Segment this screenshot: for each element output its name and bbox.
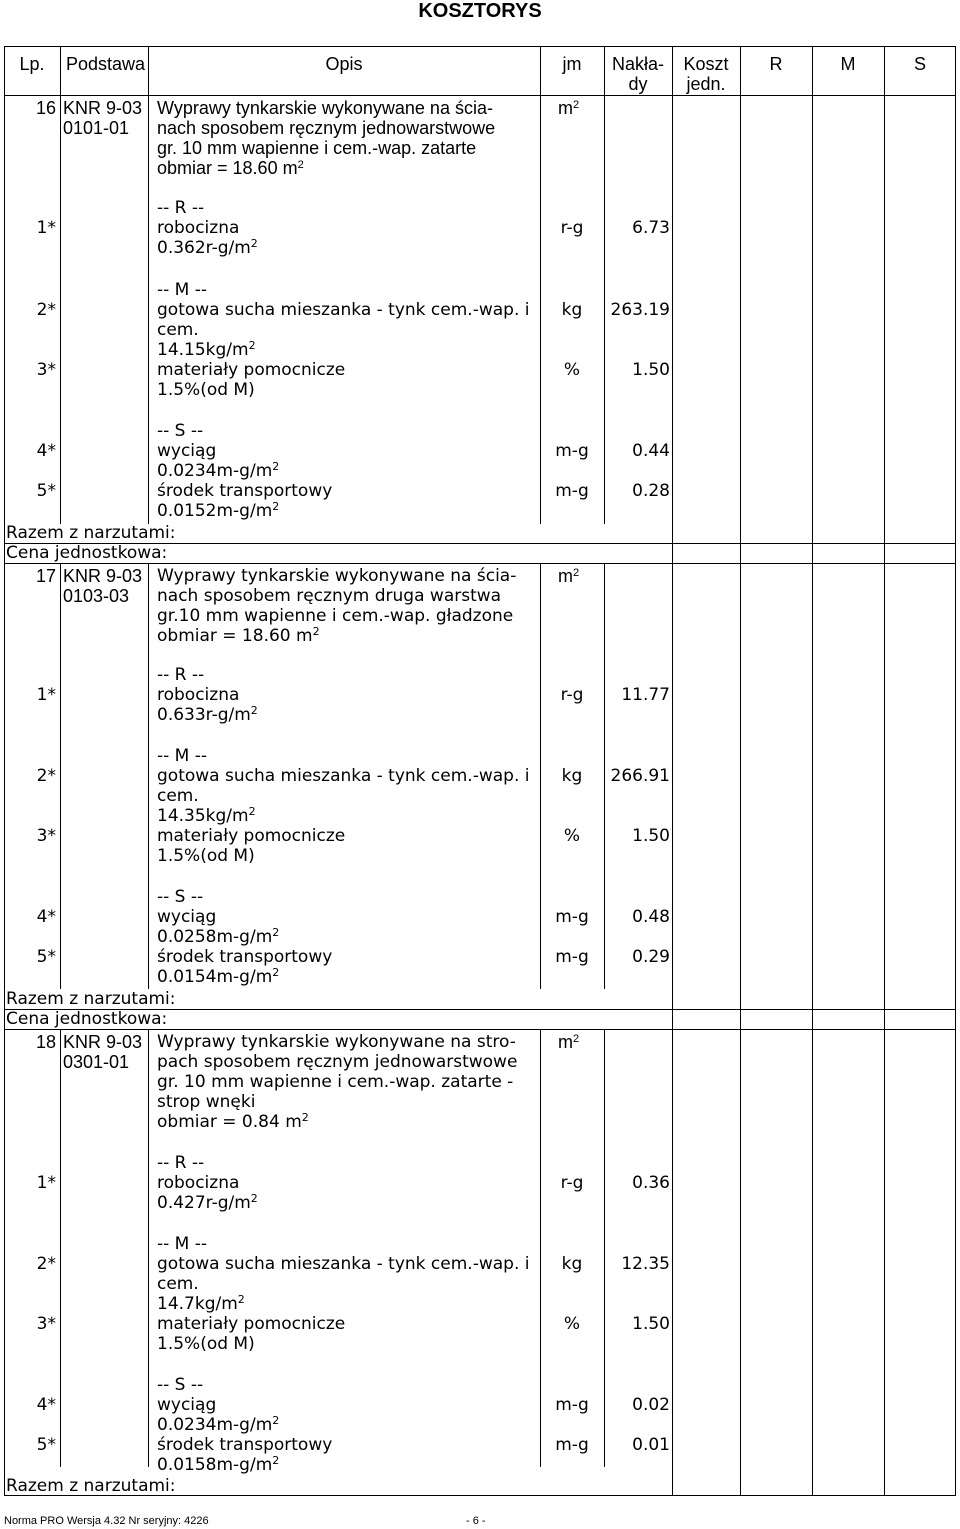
header-s: S — [913, 54, 926, 74]
equipment-section-label: -- S -- — [157, 421, 204, 441]
header-koszt-cont: jedn. — [686, 74, 726, 94]
header-rule — [4, 95, 956, 96]
resource-name: wyciąg — [157, 441, 217, 461]
page-number: - 6 - — [466, 1515, 486, 1527]
resource-name: gotowa sucha mieszanka - tynk cem.-wap. i — [157, 1254, 530, 1274]
header-naklady-cont: dy — [628, 74, 648, 94]
item-opis-line: nach sposobem ręcznym jednowarstwowe — [157, 118, 496, 138]
table-top-rule — [4, 46, 956, 47]
resource-name: wyciąg — [157, 907, 217, 927]
col-divider — [148, 563, 149, 989]
equipment-section-label: -- S -- — [157, 1375, 204, 1395]
item-opis-line: Wyprawy tynkarskie wykonywane na ścia- — [157, 98, 493, 118]
col-divider — [884, 563, 885, 1029]
labour-section-label: -- R -- — [157, 665, 205, 685]
item-obmiar: obmiar = 0.84 $m^2$ — [157, 1111, 309, 1132]
item-jm: $m^2$ — [558, 98, 580, 118]
resource-name: gotowa sucha mieszanka - tynk cem.-wap. i — [157, 766, 530, 786]
resource-jm: kg — [561, 1254, 583, 1274]
resource-jm: % — [563, 360, 581, 380]
item-podstawa-line: 0301-01 — [63, 1052, 130, 1072]
resource-quantity: 0.44 — [632, 441, 670, 461]
header-podstawa: Podstawa — [66, 54, 146, 74]
col-divider — [884, 1029, 885, 1496]
footer-software-info: Norma PRO Wersja 4.32 Nr seryjny: 4226 — [4, 1515, 209, 1527]
resource-jm: m-g — [555, 947, 589, 967]
resource-quantity: 0.01 — [632, 1435, 670, 1455]
resource-name-cont: cem. — [157, 786, 199, 806]
resource-norm: $0.0234m-g/m^2$ — [157, 460, 280, 481]
col-divider — [812, 1029, 813, 1496]
header-opis: Opis — [325, 54, 363, 74]
col-divider — [884, 46, 885, 563]
col-divider — [672, 563, 673, 1029]
resource-name: robocizna — [157, 685, 240, 705]
item-lp: 18 — [35, 1032, 56, 1052]
resource-norm: $0.0234m-g/m^2$ — [157, 1414, 280, 1435]
resource-lp: 5* — [36, 1435, 56, 1455]
resource-lp: 4* — [36, 907, 56, 927]
resource-name: gotowa sucha mieszanka - tynk cem.-wap. i — [157, 300, 530, 320]
resource-quantity: 0.02 — [632, 1395, 670, 1415]
resource-lp: 5* — [36, 947, 56, 967]
resource-norm: $14.15kg/m^2$ — [157, 339, 256, 360]
resource-quantity: 263.19 — [610, 300, 670, 320]
item-lp: 17 — [35, 566, 56, 586]
resource-jm: % — [563, 826, 581, 846]
item-separator — [4, 1029, 956, 1030]
material-section-label: -- M -- — [157, 280, 208, 300]
resource-quantity: 266.91 — [610, 766, 670, 786]
resource-norm: 1.5%(od M) — [157, 1334, 255, 1354]
resource-quantity: 6.73 — [632, 218, 670, 238]
labour-section-label: -- R -- — [157, 1153, 205, 1173]
total-with-markups-label: Razem z narzutami: — [6, 989, 176, 1009]
resource-name-cont: cem. — [157, 1274, 199, 1294]
resource-name: środek transportowy — [157, 1435, 333, 1455]
resource-lp: 4* — [36, 441, 56, 461]
total-with-markups-label: Razem z narzutami: — [6, 1476, 176, 1496]
header-naklady: Nakła- — [611, 54, 664, 74]
resource-jm: m-g — [555, 1435, 589, 1455]
resource-lp: 1* — [36, 218, 56, 238]
col-divider — [740, 46, 741, 563]
item-separator — [4, 563, 956, 564]
resource-quantity: 12.35 — [621, 1254, 670, 1274]
header-m: M — [840, 54, 856, 74]
col-divider — [740, 563, 741, 1029]
resource-name: materiały pomocnicze — [157, 360, 346, 380]
resource-quantity: 0.48 — [632, 907, 670, 927]
col-divider — [672, 46, 673, 563]
resource-lp: 5* — [36, 481, 56, 501]
resource-norm: 1.5%(od M) — [157, 380, 255, 400]
resource-norm: $0.633r-g/m^2$ — [157, 704, 258, 725]
resource-quantity: 1.50 — [632, 1314, 670, 1334]
col-divider — [148, 46, 149, 524]
item-obmiar: obmiar = 18.60 $m^2$ — [157, 625, 320, 646]
resource-lp: 2* — [36, 1254, 56, 1274]
resource-name: materiały pomocnicze — [157, 1314, 346, 1334]
col-divider — [148, 1029, 149, 1467]
item-lp: 16 — [35, 98, 56, 118]
resource-name-cont: cem. — [157, 320, 199, 340]
labour-section-label: -- R -- — [157, 198, 205, 218]
total-with-markups-label: Razem z narzutami: — [6, 523, 176, 543]
resource-quantity: 0.28 — [632, 481, 670, 501]
resource-lp: 1* — [36, 685, 56, 705]
resource-norm: $0.0158m-g/m^2$ — [157, 1454, 280, 1475]
resource-lp: 4* — [36, 1395, 56, 1415]
header-koszt: Koszt — [683, 54, 729, 74]
resource-norm: $0.0154m-g/m^2$ — [157, 966, 280, 987]
item-opis-line: Wyprawy tynkarskie wykonywane na ścia- — [157, 566, 517, 586]
material-section-label: -- M -- — [157, 1234, 208, 1254]
resource-lp: 2* — [36, 766, 56, 786]
resource-name: materiały pomocnicze — [157, 826, 346, 846]
resource-jm: m-g — [555, 441, 589, 461]
resource-jm: kg — [561, 300, 583, 320]
resource-lp: 2* — [36, 300, 56, 320]
resource-quantity: 11.77 — [621, 685, 670, 705]
resource-lp: 1* — [36, 1173, 56, 1193]
col-divider — [812, 46, 813, 563]
unit-price-label: Cena jednostkowa: — [6, 543, 168, 563]
item-opis-line: strop wnęki — [157, 1092, 256, 1112]
col-divider — [60, 46, 61, 524]
resource-norm: $0.362r-g/m^2$ — [157, 237, 258, 258]
resource-jm: r-g — [560, 218, 584, 238]
item-podstawa-line: 0101-01 — [63, 118, 130, 138]
resource-norm: $0.427r-g/m^2$ — [157, 1192, 258, 1213]
col-divider — [740, 1029, 741, 1496]
resource-quantity: 1.50 — [632, 826, 670, 846]
col-divider — [60, 1029, 61, 1467]
resource-jm: r-g — [560, 685, 584, 705]
resource-quantity: 1.50 — [632, 360, 670, 380]
item-podstawa-line: KNR 9-03 — [63, 98, 143, 118]
resource-name: środek transportowy — [157, 947, 333, 967]
item-opis-line: gr.10 mm wapienne i cem.-wap. gładzone — [157, 606, 514, 626]
resource-lp: 3* — [36, 826, 56, 846]
header-jm: jm — [562, 54, 582, 74]
resource-lp: 3* — [36, 1314, 56, 1334]
item-opis-line: gr. 10 mm wapienne i cem.-wap. zatarte - — [157, 1072, 514, 1092]
item-jm: $m^2$ — [558, 1032, 580, 1052]
resource-jm: r-g — [560, 1173, 584, 1193]
header-lp: Lp. — [19, 54, 45, 74]
resource-name: robocizna — [157, 218, 240, 238]
col-divider — [672, 1029, 673, 1496]
unit-price-label: Cena jednostkowa: — [6, 1009, 168, 1029]
resource-jm: m-g — [555, 1395, 589, 1415]
col-divider — [812, 563, 813, 1029]
col-divider — [60, 563, 61, 989]
resource-name: wyciąg — [157, 1395, 217, 1415]
item-obmiar: obmiar = 18.60 $m^2$ — [157, 158, 304, 178]
resource-norm: $14.35kg/m^2$ — [157, 805, 256, 826]
material-section-label: -- M -- — [157, 746, 208, 766]
resource-jm: % — [563, 1314, 581, 1334]
resource-norm: $0.0258m-g/m^2$ — [157, 926, 280, 947]
equipment-section-label: -- S -- — [157, 887, 204, 907]
resource-norm: 1.5%(od M) — [157, 846, 255, 866]
item-jm: $m^2$ — [558, 566, 580, 586]
resource-name: robocizna — [157, 1173, 240, 1193]
resource-lp: 3* — [36, 360, 56, 380]
resource-jm: m-g — [555, 907, 589, 927]
resource-norm: $14.7kg/m^2$ — [157, 1293, 245, 1314]
document-title: KOSZTORYS — [418, 0, 542, 22]
header-r: R — [769, 54, 783, 74]
resource-quantity: 0.36 — [632, 1173, 670, 1193]
item-podstawa-line: 0103-03 — [63, 586, 130, 606]
resource-name: środek transportowy — [157, 481, 333, 501]
item-podstawa-line: KNR 9-03 — [63, 566, 143, 586]
item-opis-line: gr. 10 mm wapienne i cem.-wap. zatarte — [157, 138, 477, 158]
item-opis-line: nach sposobem ręcznym druga warstwa — [157, 586, 502, 606]
resource-quantity: 0.29 — [632, 947, 670, 967]
item-opis-line: pach sposobem ręcznym jednowarstwowe — [157, 1052, 518, 1072]
item-opis-line: Wyprawy tynkarskie wykonywane na stro- — [157, 1032, 516, 1052]
resource-jm: kg — [561, 766, 583, 786]
resource-norm: $0.0152m-g/m^2$ — [157, 500, 280, 521]
resource-jm: m-g — [555, 481, 589, 501]
item-podstawa-line: KNR 9-03 — [63, 1032, 143, 1052]
